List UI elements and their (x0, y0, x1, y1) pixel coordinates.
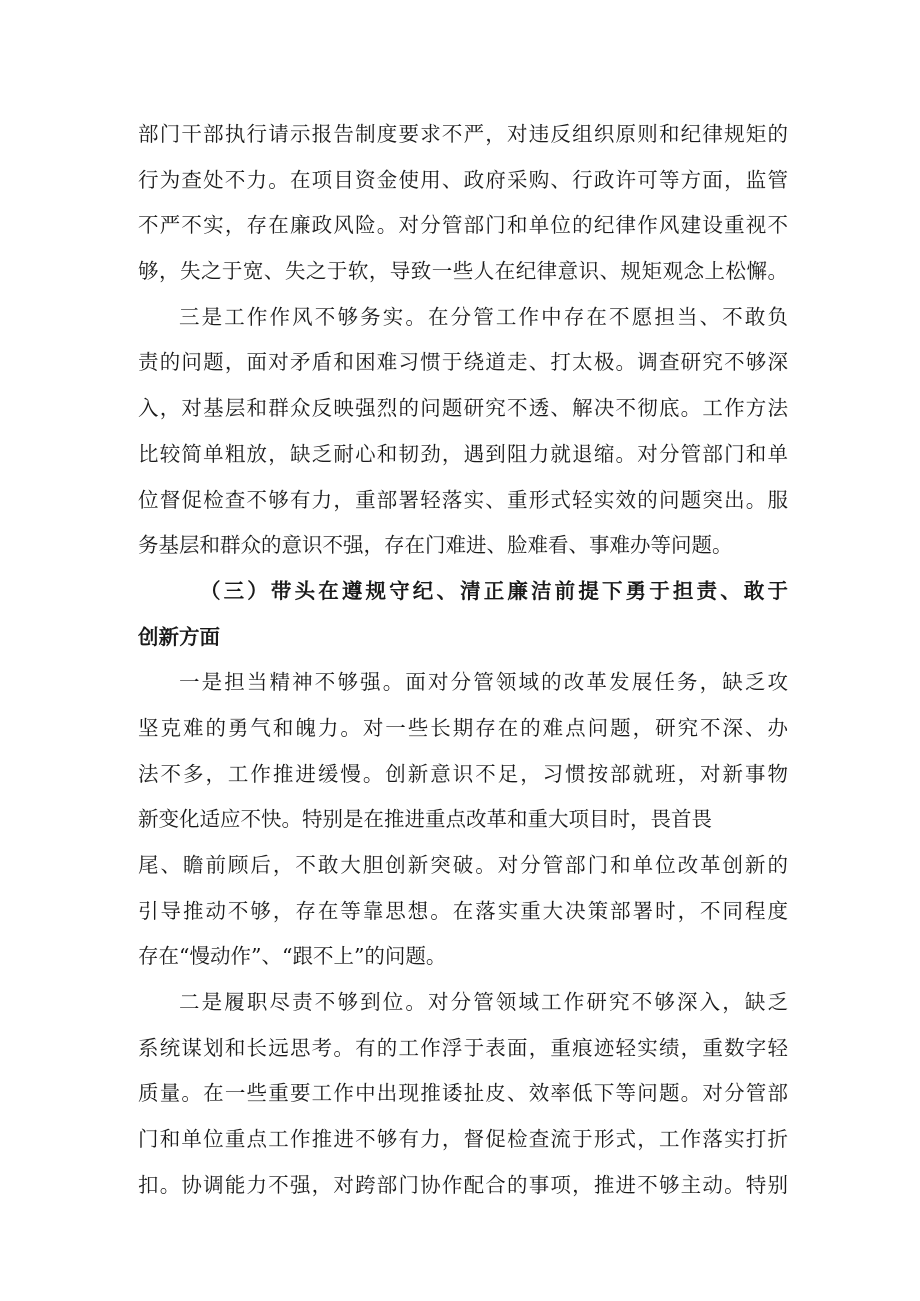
paragraph-duty-performance (138, 980, 788, 1208)
heading-line: 创新方面 (138, 624, 220, 649)
text-line: 存在“慢动作”、“跟不上”的问题。 (138, 944, 447, 969)
text-line: 法不多，工作推进缓慢。创新意识不足，习惯按部就班，对新事物 (138, 761, 788, 786)
text-line: 一是担当精神不够强。面对分管领域的改革发展任务，缺乏攻 (179, 670, 788, 695)
text-line: 新变化适应不快。特别是在推进重点改革和重大项目时，畏首畏 (138, 807, 712, 832)
paragraph-discipline-continuation (138, 112, 788, 295)
text-line: 比较简单粗放，缺乏耐心和韧劲，遇到阻力就退缩。对分管部门和单 (138, 441, 788, 466)
section-heading (138, 569, 788, 660)
text-line: 务基层和群众的意识不强，存在门难进、脸难看、事难办等问题。 (138, 533, 733, 558)
text-line: 二是履职尽责不够到位。对分管领域工作研究不够深入，缺乏 (179, 990, 788, 1015)
paragraph-responsibility-spirit (138, 660, 788, 980)
text-line: 责的问题，面对矛盾和困难习惯于绕道走、打太极。调查研究不够深 (138, 350, 788, 375)
text-line: 三是工作作风不够务实。在分管工作中存在不愿担当、不敢负 (179, 304, 788, 329)
text-line: 入，对基层和群众反映强烈的问题研究不透、解决不彻底。工作方法 (138, 396, 788, 421)
paragraph-work-style (138, 295, 788, 569)
text-line: 坚克难的勇气和魄力。对一些长期存在的难点问题，研究不深、办 (138, 715, 788, 740)
document-page (138, 112, 788, 1209)
text-line: 质量。在一些重要工作中出现推诿扯皮、效率低下等问题。对分管部 (138, 1081, 788, 1106)
text-line: 门和单位重点工作推进不够有力，督促检查流于形式，工作落实打折 (138, 1127, 788, 1152)
text-line: 不严不实，存在廉政风险。对分管部门和单位的纪律作风建设重视不 (138, 213, 788, 238)
text-line: 部门干部执行请示报告制度要求不严，对违反组织原则和纪律规矩的 (138, 122, 788, 146)
heading-line: （三）带头在遵规守纪、清正廉洁前提下勇于担责、敢于 (200, 578, 788, 603)
text-line: 系统谋划和长远思考。有的工作浮于表面，重痕迹轻实绩，重数字轻 (138, 1035, 788, 1060)
text-line: 尾、瞻前顾后，不敢大胆创新突破。对分管部门和单位改革创新的 (138, 853, 788, 877)
text-line: 扣。协调能力不强，对跨部门协作配合的事项，推进不够主动。特别 (138, 1172, 788, 1197)
text-line: 引导推动不够，存在等靠思想。在落实重大决策部署时，不同程度 (138, 898, 788, 923)
text-line: 行为查处不力。在项目资金使用、政府采购、行政许可等方面，监管 (138, 167, 788, 192)
text-line: 位督促检查不够有力，重部署轻落实、重形式轻实效的问题突出。服 (138, 487, 788, 512)
text-line: 够，失之于宽、失之于软，导致一些人在纪律意识、规矩观念上松懈。 (138, 259, 788, 284)
